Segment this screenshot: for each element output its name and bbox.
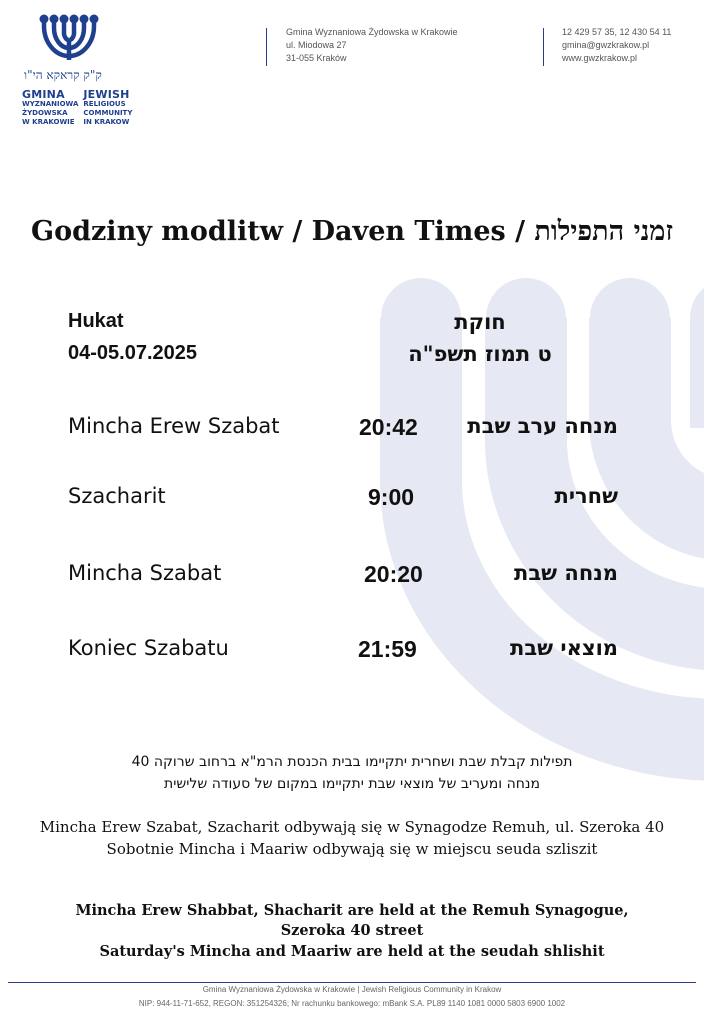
logo-word: GMINA [22,88,65,101]
footer-org-en: Jewish Religious Community in Krakow [361,985,502,994]
logo-word: COMMUNITY [83,109,133,117]
prayer-time: 20:20 [364,561,423,587]
address-line: ul. Miodowa 27 [286,40,347,50]
note-english-line: Mincha Erew Shabbat, Shacharit are held at the Remuh Synagogue, [75,902,629,919]
address-line: 31-055 Kraków [286,53,347,63]
footer-separator: | [357,985,360,994]
header-divider [543,28,544,66]
website-link[interactable]: www.gwzkrakow.pl [562,53,638,63]
note-english-line: Saturday's Mincha and Maariw are held at the seudah shlishit [99,943,605,960]
footer-registration-line: NIP: 944-11-71-652, REGON: 351254326; Nr rachunku bankowego: mBank S.A. PL89 1140 1081 0000 5803 6900 1002 [138,999,566,1008]
note-polish-line: Mincha Erew Szabat, Szacharit odbywają się w Synagodze Remuh, ul. Szeroka 40 [39,818,665,836]
logo-word: W KRAKOWIE [22,118,75,126]
email-link[interactable]: gmina@gwzkrakow.pl [562,40,650,50]
parasha-name-en: Hukat [68,310,124,332]
phone-text: 12 429 57 35, 12 430 54 11 [562,27,672,37]
note-hebrew-line: תפילות קבלת שבת ושחרית יתקיימו בבית הכנסת הרמ"א ברחוב שרוקה 40 [131,754,573,770]
prayer-name: Szacharit [68,484,166,508]
date-en: 04-05.07.2025 [68,342,198,364]
logo-word: JEWISH [83,88,130,101]
parasha-name-he: חוקת [454,310,506,334]
note-polish-line: Sobotnie Mincha i Maariw odbywają się w miejscu seuda szliszit [106,840,598,858]
logo-word: ŻYDOWSKA [22,109,68,117]
logo-word: RELIGIOUS [83,100,126,108]
footer-org-pl: Gmina Wyznaniowa Żydowska w Krakowie [202,985,356,994]
prayer-name-he: מוצאי שבת [510,636,618,660]
logo-polish-column [22,90,78,127]
menorah-icon [38,14,100,64]
prayer-time: 21:59 [358,636,417,662]
note-english-line: Szeroka 40 street [280,922,424,939]
page-title: Godziny modlitw / Daven Times / זמני התפילות [31,216,673,247]
logo-word: WYZNANIOWA [22,100,79,108]
header-address [286,26,457,65]
logo-word: IN KRAKOW [83,118,130,126]
logo-english-column [83,90,132,127]
address-line: Gmina Wyznaniowa Żydowska w Krakowie [286,27,458,37]
prayer-name: Mincha Erew Szabat [68,414,280,438]
logo-hebrew-name: ק"ק קראקא הי"ו [24,68,102,82]
prayer-name-he: מנחה שבת [514,561,618,585]
note-hebrew-line: מנחה ומעריב של מוצאי שבת יתקיימו במקום של סעודה שלישית [164,776,540,792]
header-divider [266,28,267,66]
prayer-name: Koniec Szabatu [68,636,229,660]
prayer-name-he: מנחה ערב שבת [467,414,618,438]
prayer-time: 9:00 [368,484,415,510]
header-contact [562,26,671,65]
prayer-name-he: שחרית [554,484,618,508]
prayer-time: 20:42 [359,414,418,440]
footer-org-line [0,985,704,994]
logo-wordmark [22,90,132,127]
date-he: ט תמוז תשפ"ה [408,342,552,366]
prayer-name: Mincha Szabat [68,561,222,585]
footer-divider [8,982,696,983]
